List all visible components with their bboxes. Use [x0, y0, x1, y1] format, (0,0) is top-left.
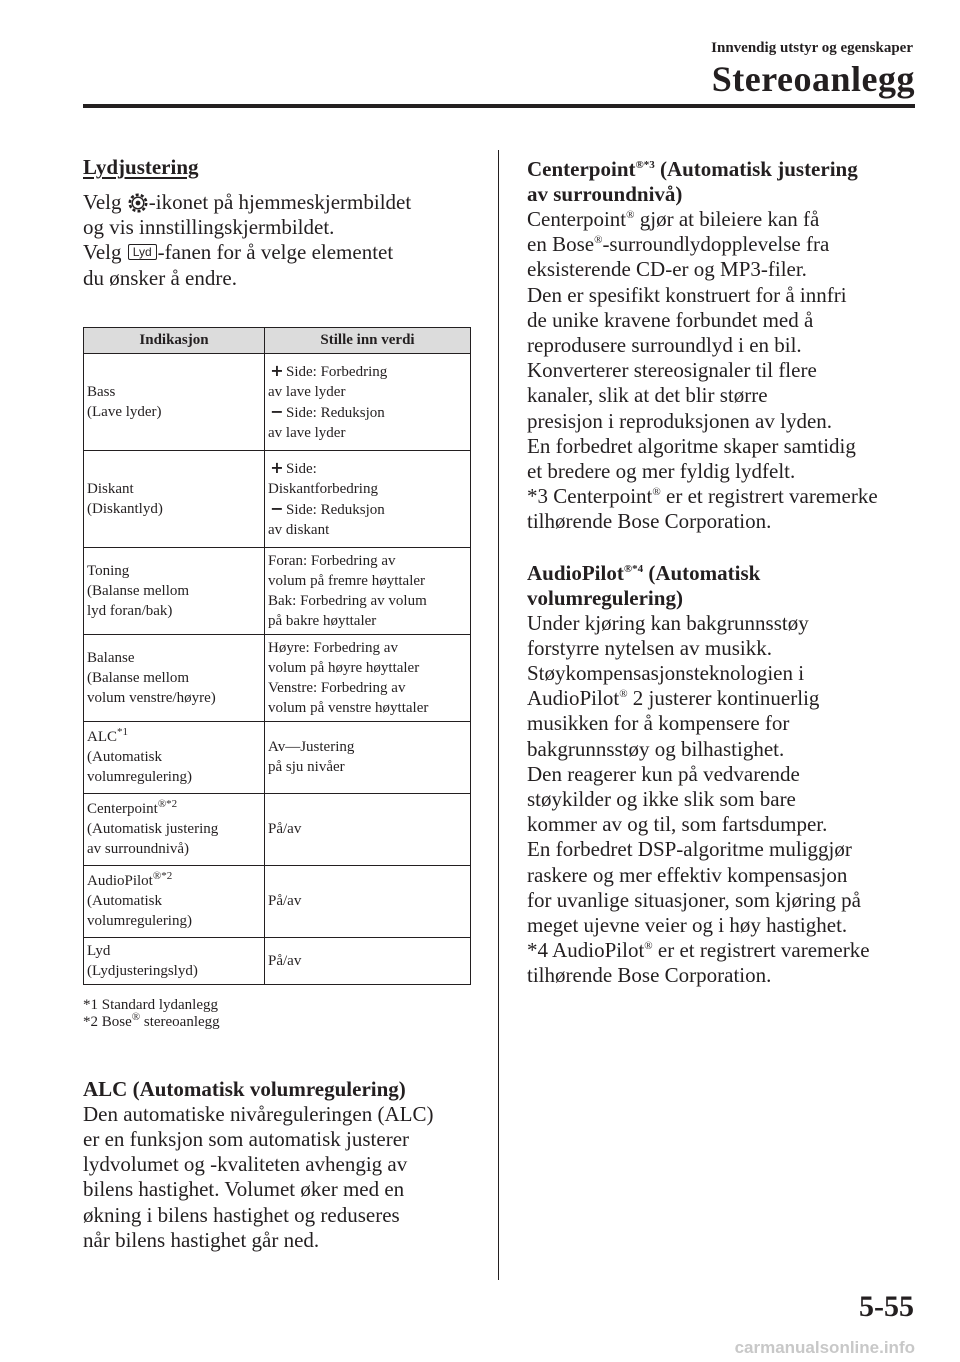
- lydjustering-heading: [83, 155, 483, 180]
- column-header-stille-inn-verdi: Stille inn verdi: [265, 327, 471, 353]
- text: kanaler, slik at det blir større: [527, 383, 768, 408]
- text: 2 justerer kontinuerlig: [627, 686, 820, 711]
- text: Centerpoint: [87, 801, 158, 818]
- text: volum på fremre høyttaler: [268, 572, 426, 589]
- text: for uvanlige situasjoner, som kjøring på: [527, 887, 861, 912]
- text: av surroundnivå): [527, 182, 683, 206]
- alc-paragraph: [83, 1102, 483, 1253]
- table-row-audiopilot: [84, 865, 471, 937]
- text: (Automatisk justering: [87, 821, 219, 838]
- text: volum venstre/høyre): [87, 689, 216, 706]
- text: Centerpoint: [527, 157, 636, 181]
- indikasjon-cell: [84, 634, 265, 721]
- indikasjon-cell: [84, 353, 265, 450]
- text: et bredere og mer fyldig lydfelt.: [527, 459, 796, 484]
- text: forstyrre nytelsen av musikk.: [527, 635, 772, 660]
- indikasjon-cell: [84, 721, 265, 793]
- text: Diskantforbedring: [268, 480, 378, 497]
- right-column: [527, 157, 917, 989]
- page-title: Stereoanlegg: [711, 59, 915, 99]
- text: bilens hastighet. Volumet øker med en: [83, 1177, 405, 1202]
- registered-mark: ®: [131, 1010, 141, 1023]
- text: tilhørende Bose Corporation.: [527, 963, 772, 988]
- text: reprodusere surroundlyd i en bil.: [527, 333, 802, 358]
- text: meget ujevne veier og i høy hastighet.: [527, 913, 848, 938]
- text: Konverterer stereosignaler til flere: [527, 358, 817, 383]
- lyd-tab-icon: Lyd: [128, 244, 157, 260]
- text: Balanse: [87, 649, 135, 666]
- text: en Bose: [527, 232, 595, 257]
- watermark: carmanualsonline.info: [734, 1338, 915, 1357]
- text: Den reagerer kun på vedvarende: [527, 761, 800, 786]
- indikasjon-cell: [84, 450, 265, 547]
- column-header-indikasjon: Indikasjon: [84, 327, 265, 353]
- text: volumregulering): [87, 769, 192, 786]
- value-cell: På/av: [265, 865, 471, 937]
- text: Toning: [87, 562, 130, 579]
- text: Venstre: Forbedring av: [268, 679, 406, 696]
- text: på sju nivåer: [268, 759, 345, 776]
- text: musikken for å kompensere for: [527, 711, 790, 736]
- text: Velg: [83, 190, 127, 214]
- centerpoint-heading: [527, 157, 917, 207]
- text: lyd foran/bak): [87, 602, 173, 619]
- text: volum på venstre høyttaler: [268, 699, 429, 716]
- text: gjør at bileiere kan få: [634, 207, 820, 231]
- text: (Automatisk justering: [654, 157, 858, 181]
- text: de unike kravene forbundet med å: [527, 307, 814, 332]
- text: Lyd: [87, 942, 111, 959]
- text: du ønsker å endre.: [83, 265, 237, 290]
- table-row-alc: [84, 721, 471, 793]
- registered-mark: ®: [594, 234, 603, 247]
- text: -fanen for å velge elementet: [157, 240, 394, 265]
- table-row-bass: [84, 353, 471, 450]
- text: (Diskantlyd): [87, 500, 163, 517]
- value-cell: [265, 634, 471, 721]
- text: Side: Reduksjon: [286, 404, 385, 421]
- section-header: Innvendig utstyr og egenskaper: [711, 40, 913, 56]
- text: Den er spesifikt konstruert for å innfri: [527, 282, 847, 307]
- text: En forbedret DSP-algoritme muliggjør: [527, 837, 852, 862]
- text: Bass: [87, 383, 116, 400]
- text: Støykompensasjonsteknologien i: [527, 661, 805, 686]
- text: *2 Bose: [83, 1013, 132, 1030]
- text: av lave lyder: [268, 424, 346, 441]
- table-row-balanse: [84, 634, 471, 721]
- text: volumregulering): [87, 913, 192, 930]
- value-cell: [265, 721, 471, 793]
- text: presisjon i reproduksjonen av lyden.: [527, 408, 833, 433]
- text: av surroundnivå): [87, 841, 190, 858]
- text: Foran: Forbedring av: [268, 552, 396, 569]
- text: *3 Centerpoint: [527, 484, 653, 509]
- text: Høyre: Forbedring av: [268, 639, 398, 656]
- audiopilot-paragraph: [527, 611, 917, 989]
- text: ALC: [87, 729, 117, 746]
- text: er et registrert varemerke: [660, 484, 878, 509]
- text: (Balanse mellom: [87, 582, 190, 599]
- registered-mark: ®: [644, 940, 653, 953]
- text: Den automatiske nivåreguleringen (ALC): [83, 1101, 434, 1126]
- text: er en funksjon som automatisk justerer: [83, 1127, 410, 1152]
- text: En forbedret algoritme skaper samtidig: [527, 433, 856, 458]
- text: Velg: [83, 240, 127, 265]
- text: Side:: [286, 460, 317, 477]
- text: når bilens hastighet går ned.: [83, 1227, 320, 1252]
- text: eksisterende CD-er og MP3-filer.: [527, 257, 807, 282]
- left-column: [83, 155, 483, 1253]
- alc-heading: ALC (Automatisk volumregulering): [83, 1076, 406, 1101]
- text: er et registrert varemerke: [652, 938, 870, 963]
- lydjustering-paragraph: [83, 190, 483, 291]
- indikasjon-cell: [84, 937, 265, 984]
- plus-icon: +: [270, 457, 284, 477]
- sound-settings-table: [83, 327, 471, 985]
- registered-mark: ®: [619, 688, 628, 701]
- text: av diskant: [268, 521, 330, 538]
- minus-icon: −: [270, 498, 284, 518]
- text: av lave lyder: [268, 383, 346, 400]
- text: Centerpoint: [527, 207, 627, 231]
- minus-icon: −: [270, 401, 284, 421]
- table-row-lyd: [84, 937, 471, 984]
- registered-mark: ®: [626, 209, 635, 221]
- column-divider: [498, 150, 499, 1280]
- centerpoint-paragraph: [527, 207, 917, 535]
- text: (Automatisk: [87, 893, 162, 910]
- text: Under kjøring kan bakgrunnsstøy: [527, 610, 809, 635]
- table-row-diskant: [84, 450, 471, 547]
- footnote-marker: *1: [117, 726, 128, 739]
- text: -ikonet på hjemmeskjermbildet: [148, 190, 412, 214]
- value-cell: [265, 450, 471, 547]
- text: og vis innstillingskjermbildet.: [83, 215, 335, 240]
- text: (Lydjusteringslyd): [87, 962, 198, 979]
- footnote-marker: ®*4: [623, 562, 644, 575]
- header-rule: [83, 104, 915, 108]
- text: på bakre høyttaler: [268, 612, 377, 629]
- value-cell: [265, 353, 471, 450]
- text: tilhørende Bose Corporation.: [527, 509, 772, 534]
- text: volumregulering): [527, 585, 683, 610]
- table-header-row: [84, 327, 471, 353]
- text: bakgrunnsstøy og bilhastighet.: [527, 736, 785, 761]
- text: stereoanlegg: [140, 1013, 220, 1030]
- text: kommer av og til, som fartsdumper.: [527, 812, 828, 837]
- registered-mark: ®: [652, 486, 661, 499]
- table-row-toning: [84, 547, 471, 634]
- text: (Lave lyder): [87, 403, 162, 420]
- text: lydvolumet og -kvaliteten avhengig av: [83, 1152, 408, 1177]
- footnote: *1 Standard lydanlegg: [83, 996, 218, 1013]
- text: (Automatisk: [643, 560, 761, 585]
- text: støykilder og ikke slik som bare: [527, 787, 796, 812]
- text: (Automatisk: [87, 749, 162, 766]
- table-footnotes: [83, 997, 483, 1031]
- text: AudioPilot: [87, 873, 153, 890]
- text: (Balanse mellom: [87, 669, 190, 686]
- audiopilot-heading: [527, 561, 917, 611]
- text: Side: Reduksjon: [286, 501, 385, 518]
- text: AudioPilot: [527, 686, 620, 711]
- plus-icon: +: [270, 360, 284, 380]
- indikasjon-cell: [84, 865, 265, 937]
- text: -surroundlydopplevelse fra: [602, 232, 830, 257]
- text: *4 AudioPilot: [527, 938, 645, 963]
- lydjustering-heading-text: Lydjustering: [83, 155, 199, 179]
- footnote-marker: ®*3: [635, 159, 655, 171]
- footnote-marker: ®*2: [157, 798, 178, 811]
- page-number: 5-55: [859, 1290, 914, 1323]
- footnote-marker: ®*2: [152, 870, 173, 883]
- text: Diskant: [87, 480, 134, 497]
- text: Bak: Forbedring av volum: [268, 592, 427, 609]
- text: økning i bilens hastighet og reduseres: [83, 1202, 400, 1227]
- text: Side: Forbedring: [286, 363, 388, 380]
- indikasjon-cell: [84, 793, 265, 865]
- text: volum på høyre høyttaler: [268, 659, 420, 676]
- text: raskere og mer effektiv kompensasjon: [527, 862, 848, 887]
- settings-gear-icon: [128, 193, 148, 213]
- indikasjon-cell: [84, 547, 265, 634]
- table-row-centerpoint: [84, 793, 471, 865]
- footnote: [83, 1010, 483, 1031]
- value-cell: På/av: [265, 793, 471, 865]
- text: Av—Justering: [268, 739, 355, 756]
- value-cell: På/av: [265, 937, 471, 984]
- text: AudioPilot: [527, 560, 624, 585]
- value-cell: [265, 547, 471, 634]
